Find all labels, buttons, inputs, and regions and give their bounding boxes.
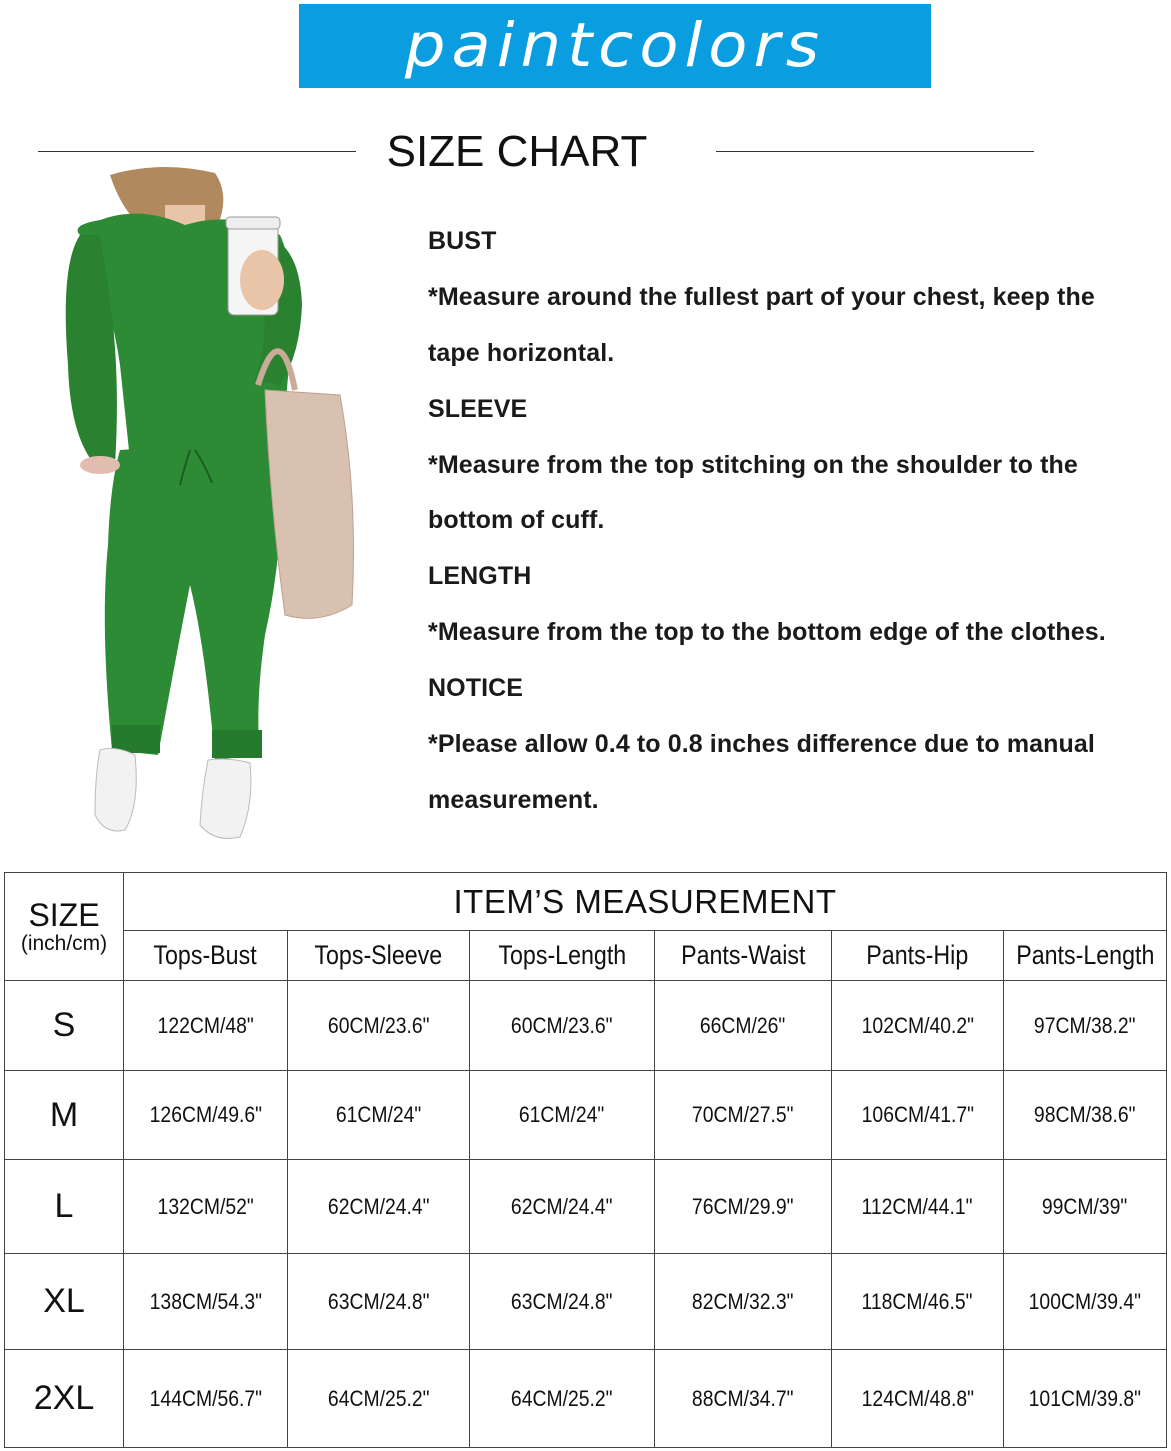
column-header: Tops-Bust [124, 931, 288, 981]
measurement-group-header: ITEM’S MEASUREMENT [124, 873, 1167, 931]
left-shoe [95, 748, 136, 831]
title-divider-left [38, 151, 356, 152]
table-row [5, 1160, 1167, 1254]
size-cell: 2XL [5, 1350, 124, 1448]
size-table-wrapper [4, 872, 1166, 1448]
value-cell: 144CM/56.7" [124, 1350, 288, 1448]
right-cuff [212, 730, 262, 758]
guide-heading-bust: BUST [428, 227, 497, 255]
value-cell: 98CM/38.6" [1004, 1071, 1167, 1160]
value-cell: 100CM/39.4" [1004, 1254, 1167, 1350]
guide-heading-length: LENGTH [428, 562, 532, 591]
column-header: Pants-Length [1004, 931, 1167, 981]
size-cell: XL [5, 1254, 124, 1350]
guide-text: *Measure from the top stitching on the shoulder to the [428, 450, 1078, 479]
value-cell: 88CM/34.7" [655, 1350, 832, 1448]
guide-text: measurement. [428, 785, 599, 814]
model-photo [40, 165, 380, 845]
value-cell: 61CM/24" [470, 1071, 655, 1160]
value-cell: 63CM/24.8" [470, 1254, 655, 1350]
value-cell: 138CM/54.3" [124, 1254, 288, 1350]
page-title: SIZE CHART [386, 127, 648, 176]
column-header: Tops-Length [470, 931, 655, 981]
title-divider-right [716, 151, 1034, 152]
column-header: Tops-Sleeve [288, 931, 470, 981]
value-cell: 66CM/26" [655, 981, 832, 1071]
value-cell: 126CM/49.6" [124, 1071, 288, 1160]
value-cell: 62CM/24.4" [470, 1160, 655, 1254]
guide-text: bottom of cuff. [428, 506, 605, 535]
table-row [5, 1071, 1167, 1160]
value-cell: 64CM/25.2" [470, 1350, 655, 1448]
size-header-cell [5, 873, 124, 981]
value-cell: 61CM/24" [288, 1071, 470, 1160]
guide-heading-notice: NOTICE [428, 674, 524, 703]
value-cell: 122CM/48" [124, 981, 288, 1071]
scrunchie [80, 456, 120, 474]
measurement-guide [428, 222, 1168, 837]
value-cell: 60CM/23.6" [288, 981, 470, 1071]
value-cell: 99CM/39" [1004, 1160, 1167, 1254]
value-cell: 64CM/25.2" [288, 1350, 470, 1448]
value-cell: 60CM/23.6" [470, 981, 655, 1071]
model-pants [105, 449, 281, 760]
value-cell: 76CM/29.9" [655, 1160, 832, 1254]
size-header-label: SIZE [28, 896, 100, 933]
guide-text: *Measure from the top to the bottom edge of the clothes. [428, 618, 1106, 647]
coffee-cup-lid [226, 217, 280, 229]
value-cell: 97CM/38.2" [1004, 981, 1167, 1071]
brand-banner [299, 4, 931, 88]
brand-logo-text: paintcolors [404, 10, 826, 82]
table-row [5, 981, 1167, 1071]
guide-text: tape horizontal. [428, 338, 615, 367]
value-cell: 82CM/32.3" [655, 1254, 832, 1350]
value-cell: 101CM/39.8" [1004, 1350, 1167, 1448]
guide-heading-sleeve: SLEEVE [428, 394, 528, 423]
value-cell: 118CM/46.5" [832, 1254, 1004, 1350]
value-cell: 70CM/27.5" [655, 1071, 832, 1160]
size-cell: L [5, 1160, 124, 1254]
value-cell: 124CM/48.8" [832, 1350, 1004, 1448]
size-header-unit: (inch/cm) [20, 931, 108, 955]
guide-text: *Measure around the fullest part of your chest, keep the [428, 282, 1095, 311]
guide-text: *Please allow 0.4 to 0.8 inches difference due to manual [428, 730, 1095, 759]
size-cell: S [5, 981, 124, 1071]
value-cell: 63CM/24.8" [288, 1254, 470, 1350]
value-cell: 112CM/44.1" [832, 1160, 1004, 1254]
value-cell: 62CM/24.4" [288, 1160, 470, 1254]
right-shoe [200, 759, 251, 839]
value-cell: 106CM/41.7" [832, 1071, 1004, 1160]
value-cell: 102CM/40.2" [832, 981, 1004, 1071]
value-cell: 132CM/52" [124, 1160, 288, 1254]
table-row [5, 1254, 1167, 1350]
table-row [5, 1350, 1167, 1448]
handbag [265, 390, 354, 618]
model-hand [240, 250, 284, 310]
size-table [4, 872, 1167, 1448]
size-cell: M [5, 1071, 124, 1160]
column-header: Pants-Hip [832, 931, 1004, 981]
column-header: Pants-Waist [655, 931, 832, 981]
